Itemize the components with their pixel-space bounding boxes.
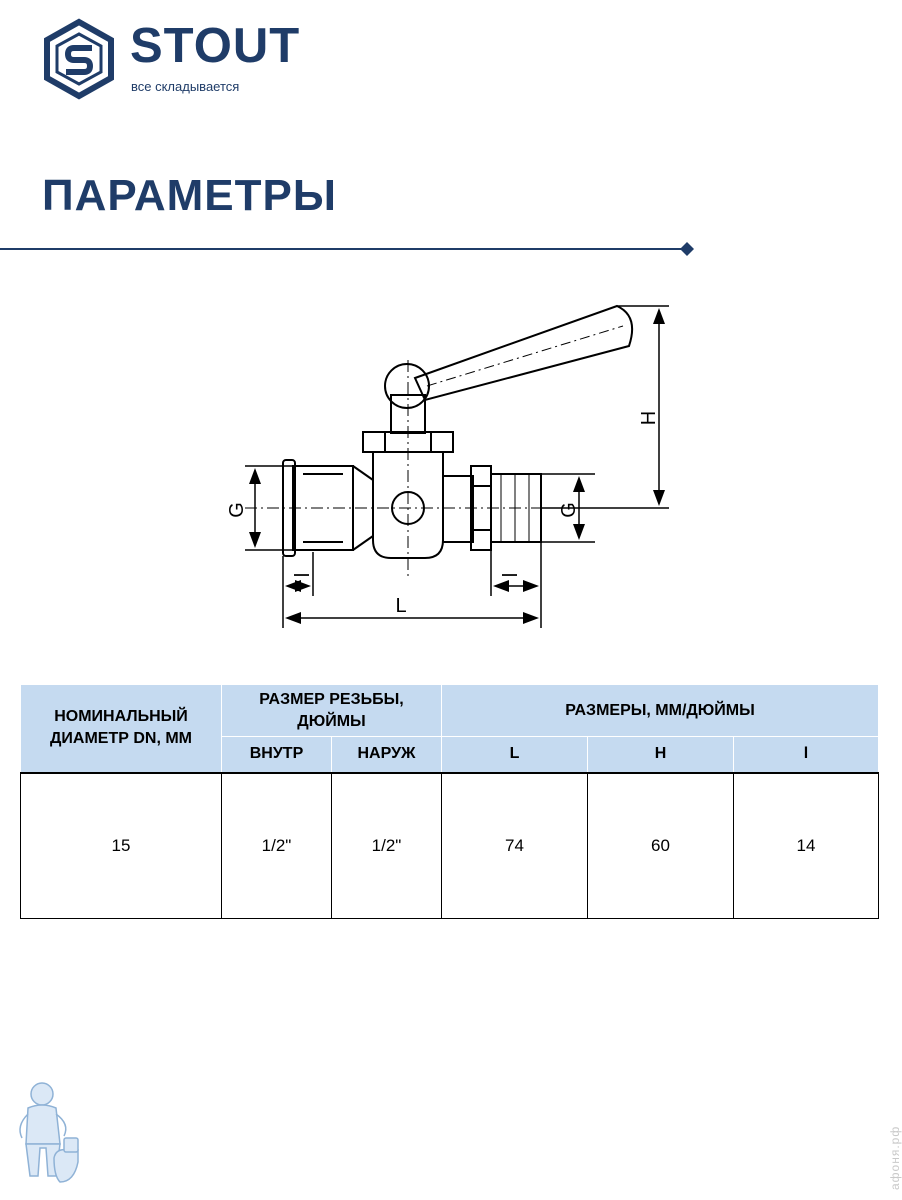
watermark: афоня.рф — [888, 1125, 902, 1190]
dim-label-g-left: G — [226, 502, 248, 518]
dim-label-l-right: l — [500, 572, 522, 578]
brand-name: STOUT — [130, 19, 301, 73]
header-h: H — [588, 737, 734, 773]
dim-label-g-right: G — [558, 502, 580, 518]
header-thread: РАЗМЕР РЕЗЬБЫ, ДЮЙМЫ — [222, 685, 442, 737]
cell-dn: 15 — [21, 773, 222, 919]
header-dims: РАЗМЕРЫ, ММ/ДЮЙМЫ — [442, 685, 879, 737]
header-outer: НАРУЖ — [332, 737, 442, 773]
cell-l: 74 — [442, 773, 588, 919]
cell-h: 60 — [588, 773, 734, 919]
cell-outer: 1/2" — [332, 773, 442, 919]
dim-label-l-left: l — [292, 572, 314, 578]
dim-label-h: H — [638, 410, 660, 426]
title-divider — [0, 240, 700, 260]
spec-table — [20, 684, 879, 919]
header-l: L — [442, 737, 588, 773]
brand-logo — [44, 20, 314, 100]
header-dn: НОМИНАЛЬНЫЙ ДИАМЕТР DN, ММ — [21, 685, 222, 773]
table-row — [21, 773, 879, 919]
cell-inner: 1/2" — [222, 773, 332, 919]
cell-l-small: 14 — [734, 773, 879, 919]
stout-logo-icon — [44, 20, 114, 100]
page-title: ПАРАМЕТРЫ — [42, 171, 337, 220]
valve-drawing — [225, 290, 685, 640]
header-l-small: l — [734, 737, 879, 773]
dim-label-l-total: L — [395, 595, 407, 617]
brand-tagline: все складывается — [131, 79, 240, 94]
header-inner: ВНУТР — [222, 737, 332, 773]
plumber-mascot-icon — [8, 1078, 84, 1190]
